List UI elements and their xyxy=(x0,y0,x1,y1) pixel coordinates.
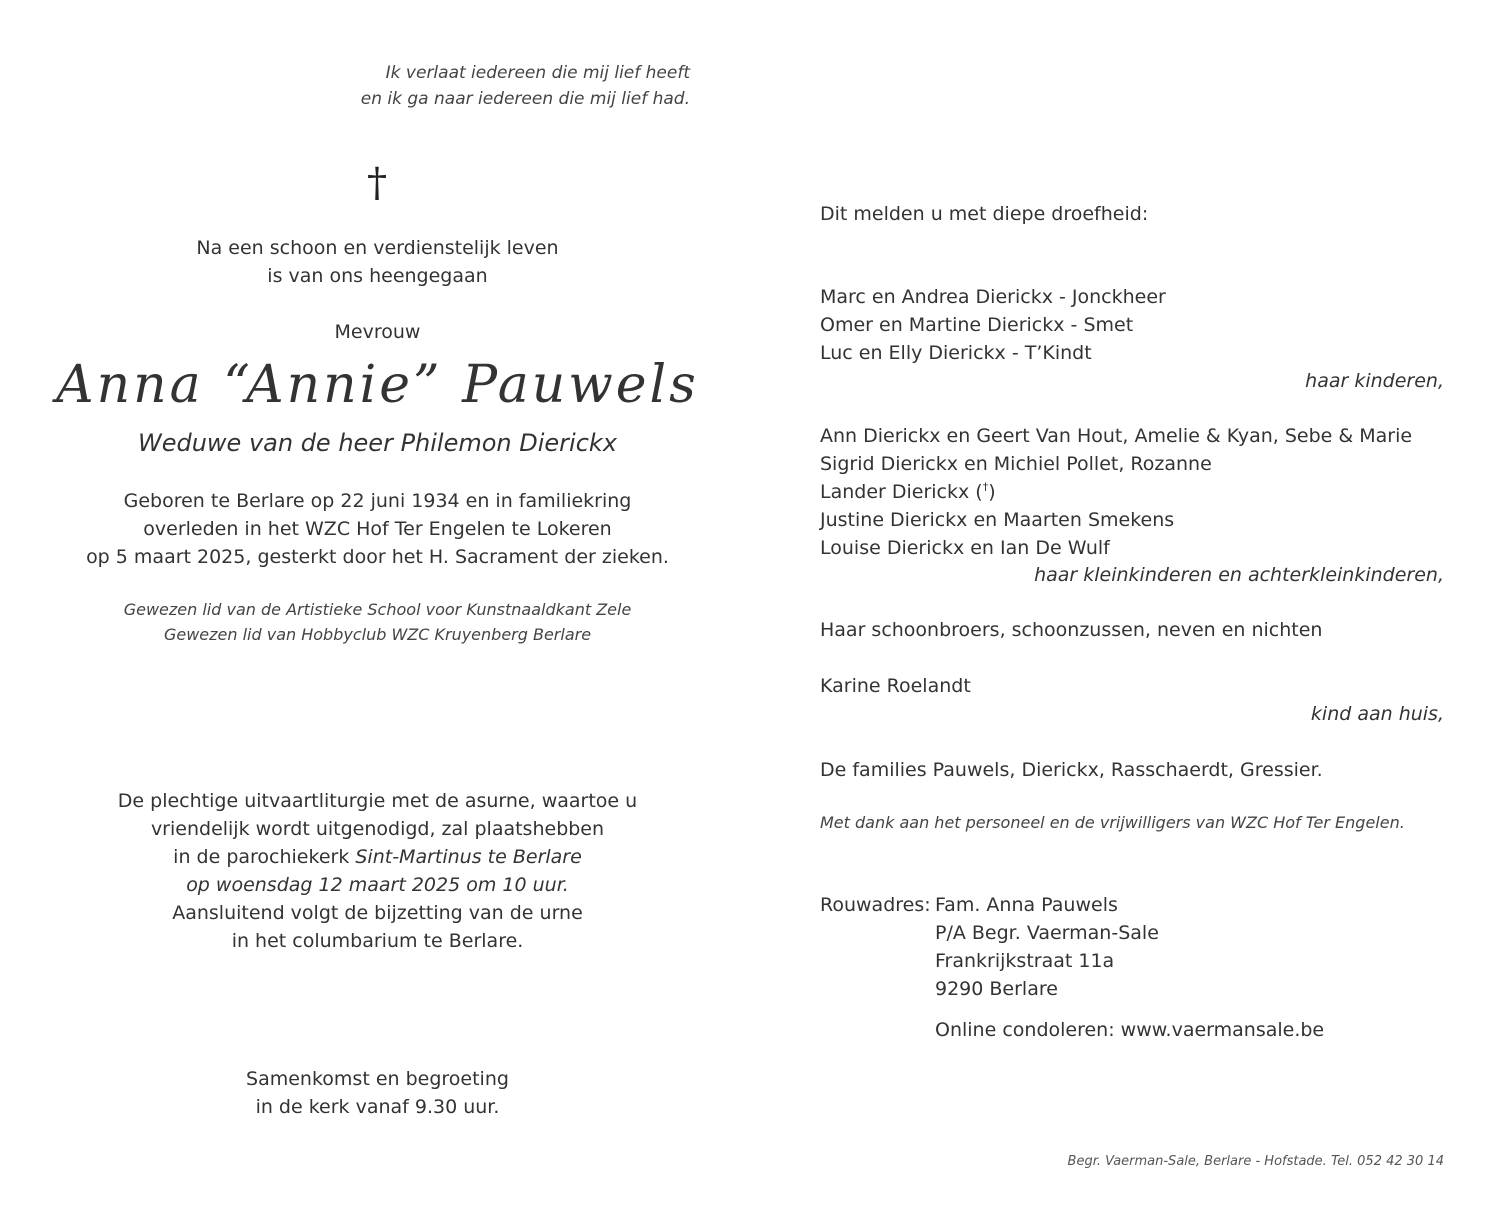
right-page xyxy=(820,0,1444,1214)
funeral-line: in het columbarium te Berlare. xyxy=(231,930,524,952)
intro-line: Na een schoon en verdienstelijk leven xyxy=(196,237,559,259)
undertaker-footer: Begr. Vaerman-Sale, Berlare - Hofstade. Tel. 052 42 30 14 xyxy=(1067,1154,1444,1169)
address-label: Rouwadres: xyxy=(820,894,931,916)
announcement: Dit melden u met diepe droefheid: xyxy=(820,203,1149,225)
honorific: Mevrouw xyxy=(334,321,421,343)
grandchildren-list xyxy=(820,422,1412,562)
church-prefix: in de parochiekerk xyxy=(173,846,356,868)
in-laws: Haar schoonbroers, schoonzussen, neven en nichten xyxy=(820,619,1323,641)
list-item: Sigrid Dierickx en Michiel Pollet, Rozanne xyxy=(820,453,1212,475)
grandchildren-role: haar kleinkinderen en achterkleinkinderen, xyxy=(1034,564,1444,586)
deceased-grandchild-name: Lander Dierickx ( xyxy=(820,481,983,503)
funeral-date: op woensdag 12 maart 2025 om 10 uur. xyxy=(186,874,569,896)
intro-line: is van ons heengegaan xyxy=(267,265,488,287)
families: De families Pauwels, Dierickx, Rasschaerdt, Gressier. xyxy=(820,759,1323,781)
karine-name: Karine Roelandt xyxy=(820,675,971,697)
intro-text xyxy=(0,234,755,290)
list-item: Ann Dierickx en Geert Van Hout, Amelie & Kyan, Sebe & Marie xyxy=(820,425,1413,447)
thanks-note: Met dank aan het personeel en de vrijwilligers van WZC Hof Ter Engelen. xyxy=(820,813,1405,832)
opening-quote xyxy=(320,60,690,112)
children-role: haar kinderen, xyxy=(1305,370,1444,392)
meeting-info xyxy=(0,1065,755,1121)
cross-icon: † xyxy=(982,480,989,494)
online-condolence: Online condoleren: www.vaermansale.be xyxy=(935,1019,1325,1041)
children-list xyxy=(820,283,1166,367)
membership-line: Gewezen lid van de Artistieke School voor Kunstnaaldkant Zele xyxy=(123,600,632,619)
list-item: Marc en Andrea Dierickx - Jonckheer xyxy=(820,286,1166,308)
deceased-name: Anna “Annie” Pauwels xyxy=(56,355,699,415)
list-item: Omer en Martine Dierickx - Smet xyxy=(820,314,1134,336)
death-date-line: op 5 maart 2025, gesterkt door het H. Sacrament der zieken. xyxy=(86,546,669,568)
meeting-line: Samenkomst en begroeting xyxy=(246,1068,509,1090)
funeral-line: De plechtige uitvaartliturgie met de asurne, waartoe u xyxy=(117,790,638,812)
memberships xyxy=(0,597,755,647)
quote-line: Ik verlaat iedereen die mij lief heeft xyxy=(385,63,690,83)
funeral-line: Aansluitend volgt de bijzetting van de urne xyxy=(172,902,583,924)
address-line: 9290 Berlare xyxy=(935,978,1058,1000)
funeral-church-line xyxy=(0,843,755,871)
cross-icon: † xyxy=(367,160,387,206)
birth-death-info xyxy=(0,487,755,571)
paren-close: ) xyxy=(988,481,996,503)
meeting-line: in de kerk vanaf 9.30 uur. xyxy=(255,1096,500,1118)
funeral-info xyxy=(0,787,755,955)
list-item: Luc en Elly Dierickx - T’Kindt xyxy=(820,342,1092,364)
widow-of: Weduwe van de heer Philemon Dierickx xyxy=(137,429,617,457)
membership-line: Gewezen lid van Hobbyclub WZC Kruyenberg Berlare xyxy=(163,625,592,644)
address-line: P/A Begr. Vaerman-Sale xyxy=(935,922,1159,944)
death-line: overleden in het WZC Hof Ter Engelen te Lokeren xyxy=(143,518,612,540)
quote-line: en ik ga naar iedereen die mij lief had. xyxy=(360,89,690,109)
list-item: Justine Dierickx en Maarten Smekens xyxy=(820,509,1175,531)
church-name: Sint-Martinus te Berlare xyxy=(355,846,582,868)
address-line: Frankrijkstraat 11a xyxy=(935,950,1115,972)
funeral-date-line xyxy=(0,871,755,899)
karine-role: kind aan huis, xyxy=(1310,703,1444,725)
birth-line: Geboren te Berlare op 22 juni 1934 en in familiekring xyxy=(123,490,632,512)
list-item-deceased xyxy=(820,478,1412,506)
funeral-line: vriendelijk wordt uitgenodigd, zal plaatshebben xyxy=(150,818,605,840)
address-line: Fam. Anna Pauwels xyxy=(935,894,1118,916)
mourning-address xyxy=(935,891,1159,1003)
list-item: Louise Dierickx en Ian De Wulf xyxy=(820,537,1110,559)
